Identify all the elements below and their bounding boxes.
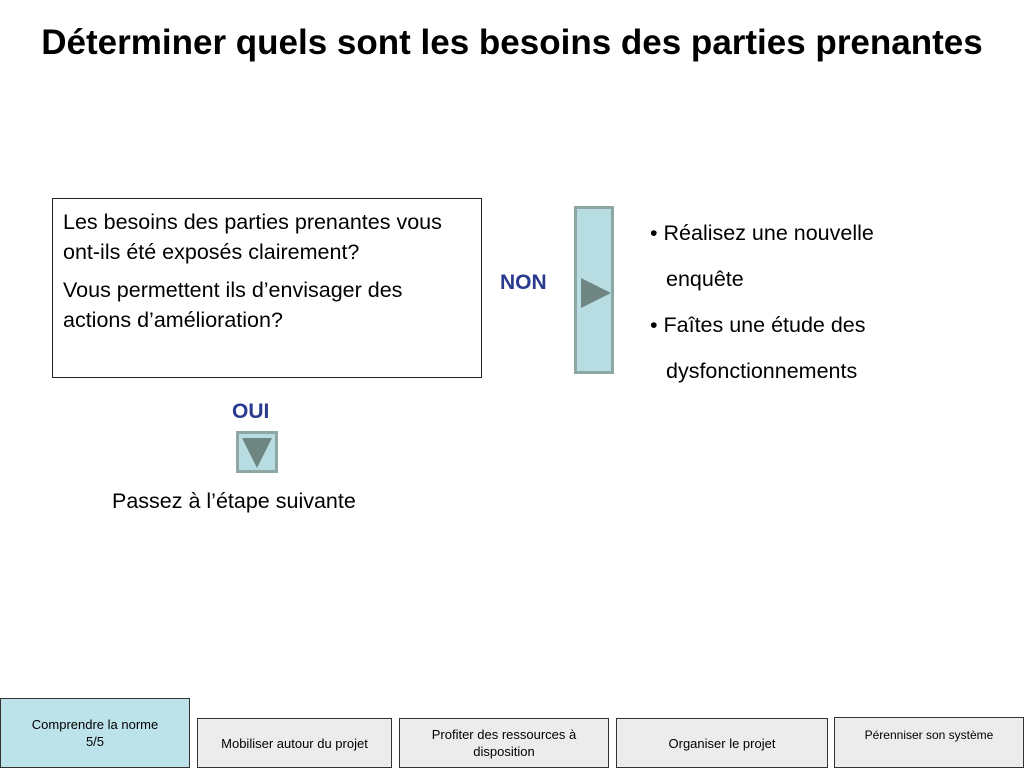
nav-tab-comprendre-la-norme[interactable] bbox=[0, 698, 190, 768]
page-title: Déterminer quels sont les besoins des parties prenantes bbox=[41, 23, 983, 62]
nav-tab-label: Organiser le projet bbox=[668, 735, 776, 751]
yes-branch-arrow bbox=[236, 431, 278, 473]
no-branch-arrow bbox=[574, 206, 614, 374]
action-bullet-1: • Réalisez une nouvelle bbox=[650, 221, 874, 245]
nav-tab-label: Mobiliser autour du projet bbox=[221, 735, 368, 751]
action-bullet-2-continuation: dysfonctionnements bbox=[666, 359, 858, 383]
nav-tab-perenniser[interactable] bbox=[834, 717, 1024, 768]
yes-branch-label: OUI bbox=[232, 400, 270, 423]
question-box bbox=[52, 198, 482, 378]
nav-tab-label: Pérenniser son système bbox=[864, 728, 994, 742]
nav-tab-ressources[interactable] bbox=[399, 718, 609, 768]
nav-tab-label: Profiter des ressources à disposition bbox=[431, 727, 577, 759]
nav-tab-label: Comprendre la norme bbox=[31, 717, 159, 732]
no-branch-label: NON bbox=[500, 271, 547, 294]
nav-tab-organiser[interactable] bbox=[616, 718, 828, 768]
question-line-1: Les besoins des parties prenantes vous ont-ils été exposés clairement? bbox=[63, 210, 442, 264]
question-line-2: Vous permettent ils d’envisager des actions d’amélioration? bbox=[63, 278, 403, 332]
arrow-down-icon bbox=[242, 438, 272, 468]
no-branch-actions bbox=[650, 210, 980, 394]
action-bullet-1-continuation: enquête bbox=[666, 267, 744, 291]
arrow-right-icon bbox=[581, 278, 611, 308]
next-step-text: Passez à l’étape suivante bbox=[112, 489, 356, 513]
nav-tab-mobiliser[interactable] bbox=[197, 718, 392, 768]
nav-tab-progress: 5/5 bbox=[85, 734, 105, 749]
action-bullet-2: • Faîtes une étude des bbox=[650, 313, 866, 337]
